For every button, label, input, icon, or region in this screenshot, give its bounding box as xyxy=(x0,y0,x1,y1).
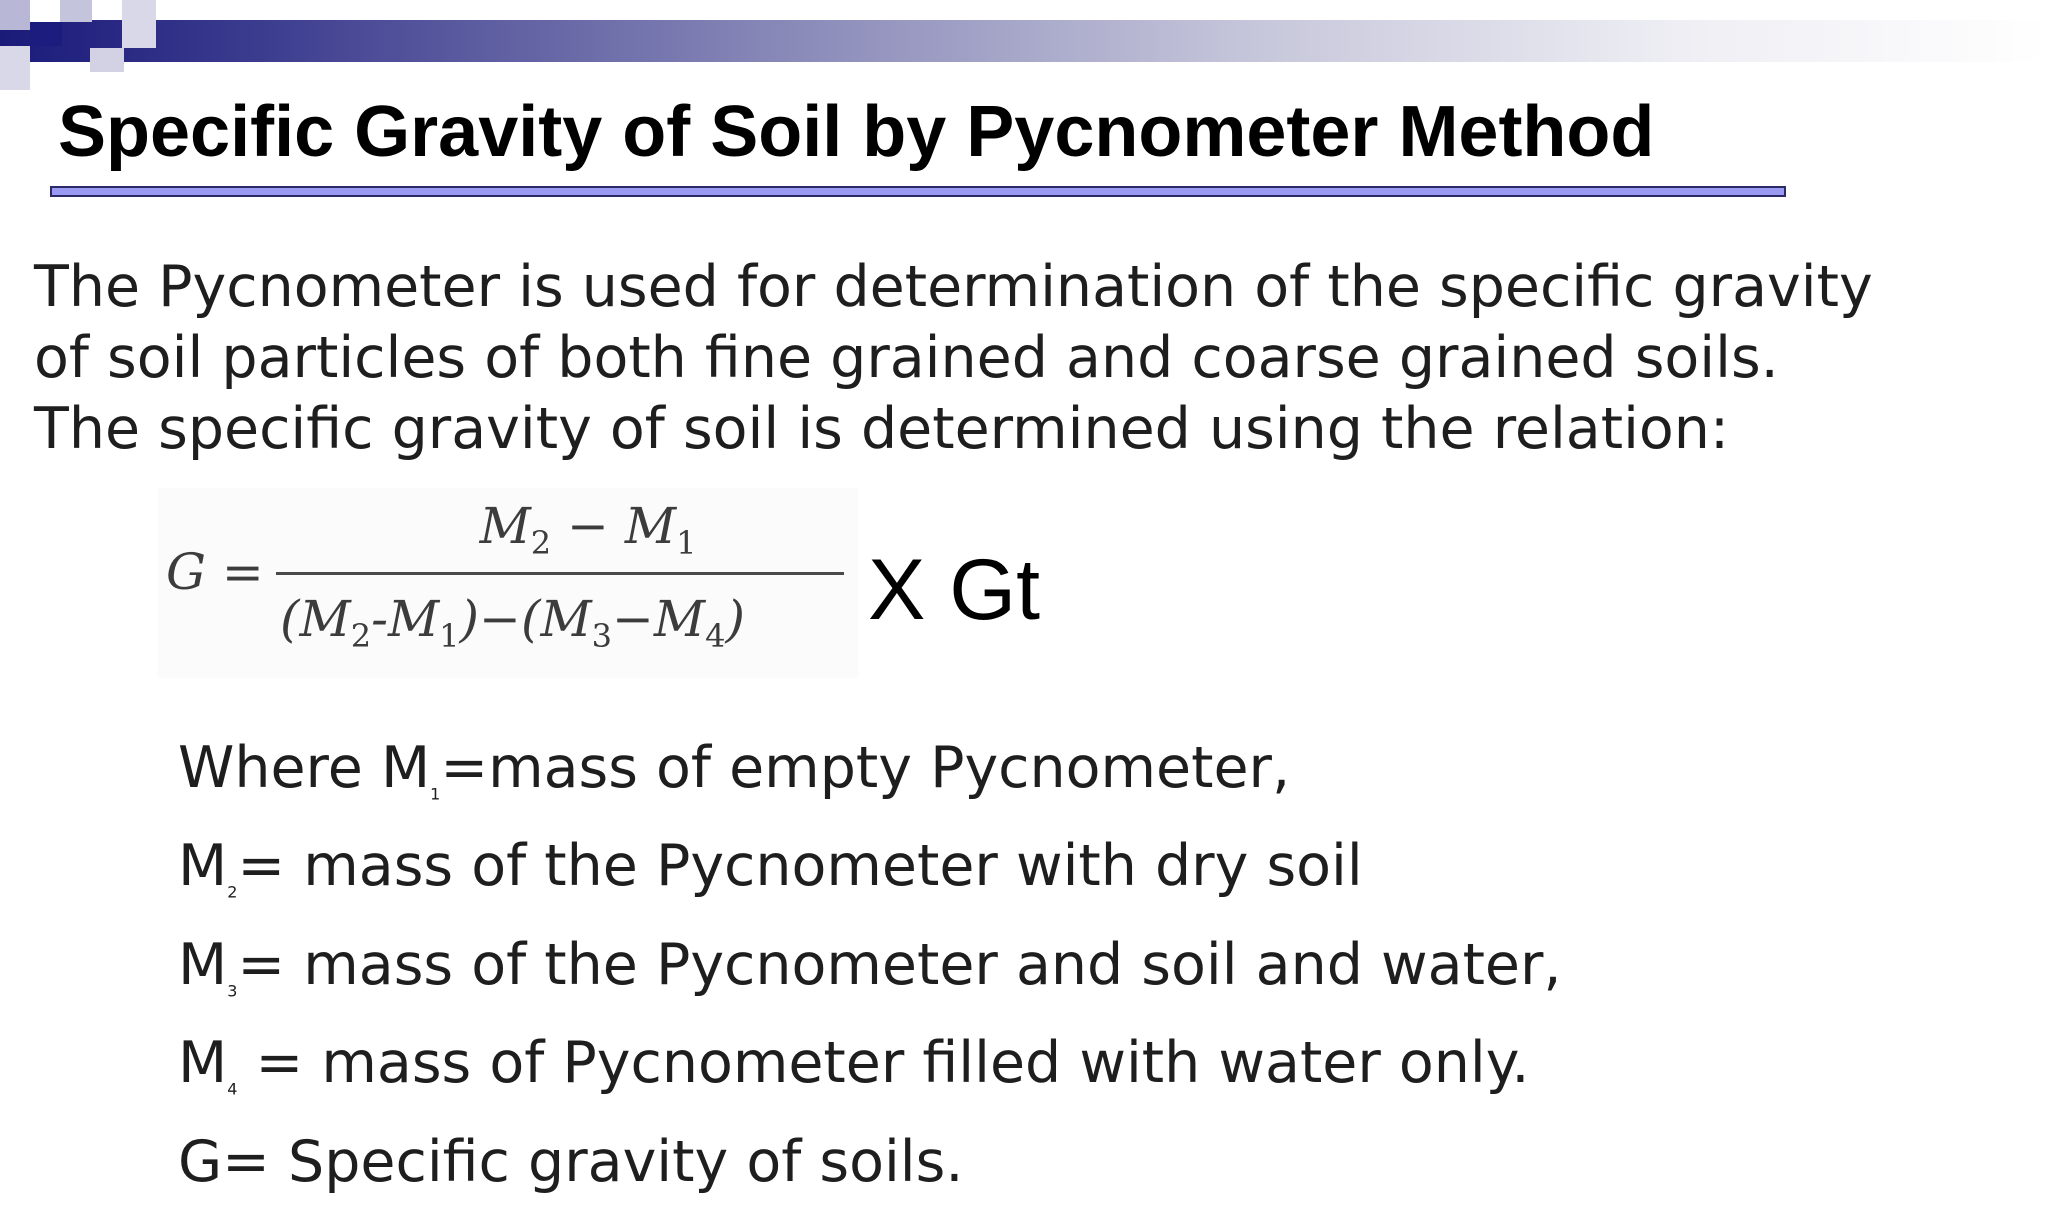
variable-definitions xyxy=(178,732,1562,1224)
intro-line: The specific gravity of soil is determined using the relation: xyxy=(34,396,1730,462)
definition-line xyxy=(178,732,1562,830)
definition-line xyxy=(178,929,1562,1027)
definition-line xyxy=(178,1126,1562,1224)
numerator-minus: − xyxy=(567,497,609,555)
formula-multiplier: X Gt xyxy=(868,542,1041,638)
numerator-m2: M xyxy=(479,497,531,555)
header-banner xyxy=(0,20,2048,62)
definition-text: = mass of Pycnometer filled with water only. xyxy=(237,1030,1530,1097)
definition-subscript: 3 xyxy=(227,981,238,1001)
slide-title: Specific Gravity of Soil by Pycnometer Method xyxy=(58,92,1655,172)
specific-gravity-formula xyxy=(158,488,858,678)
definition-subscript: 4 xyxy=(227,1079,238,1099)
den-m4-sub: 4 xyxy=(705,617,726,655)
definition-line xyxy=(178,1027,1562,1125)
decor-square xyxy=(122,0,156,48)
formula-lhs: G = xyxy=(166,543,264,601)
decor-square xyxy=(90,48,124,72)
den-open2: (M xyxy=(520,590,592,648)
numerator-m2-sub: 2 xyxy=(530,524,552,562)
numerator-m1-sub: 1 xyxy=(676,524,697,562)
formula-numerator xyxy=(428,496,748,573)
numerator-m1: M xyxy=(624,497,677,555)
den-dash: -M xyxy=(371,590,440,648)
den-minus: − xyxy=(479,590,521,648)
den-close1: ) xyxy=(459,590,480,648)
den-m1-sub: 1 xyxy=(439,617,460,655)
den-m3-sub: 3 xyxy=(591,617,612,655)
intro-paragraph xyxy=(34,252,2024,465)
definition-symbol: G xyxy=(178,1128,223,1195)
den-m2-sub: 2 xyxy=(350,617,372,655)
intro-line: The Pycnometer is used for determination of the specific gravity xyxy=(34,254,1873,320)
fraction-bar xyxy=(276,572,844,575)
definition-symbol: M xyxy=(178,833,228,900)
definition-text: = mass of the Pycnometer with dry soil xyxy=(237,833,1363,900)
definition-symbol: M xyxy=(178,931,228,998)
definition-text: = Specific gravity of soils. xyxy=(222,1128,964,1195)
decor-square xyxy=(30,62,62,90)
decor-square xyxy=(0,0,30,30)
definition-line xyxy=(178,830,1562,928)
den-dash2: −M xyxy=(612,590,706,648)
definition-subscript: 2 xyxy=(227,882,238,902)
definition-text: =mass of empty Pycnometer, xyxy=(440,735,1291,801)
definition-symbol: M xyxy=(178,1030,228,1097)
decor-square xyxy=(0,46,30,90)
intro-line: of soil particles of both fine grained and coarse grained soils. xyxy=(34,325,1779,391)
definition-text: = mass of the Pycnometer and soil and water, xyxy=(237,931,1562,998)
decor-square xyxy=(30,22,62,46)
decor-square xyxy=(60,0,92,22)
definition-subscript: 1 xyxy=(430,784,441,804)
title-underline xyxy=(50,186,1786,197)
formula-denominator xyxy=(280,584,745,671)
definition-symbol: M xyxy=(380,735,431,801)
definition-prefix: Where xyxy=(178,735,381,801)
den-open1: (M xyxy=(280,590,351,648)
den-close2: ) xyxy=(725,590,745,648)
